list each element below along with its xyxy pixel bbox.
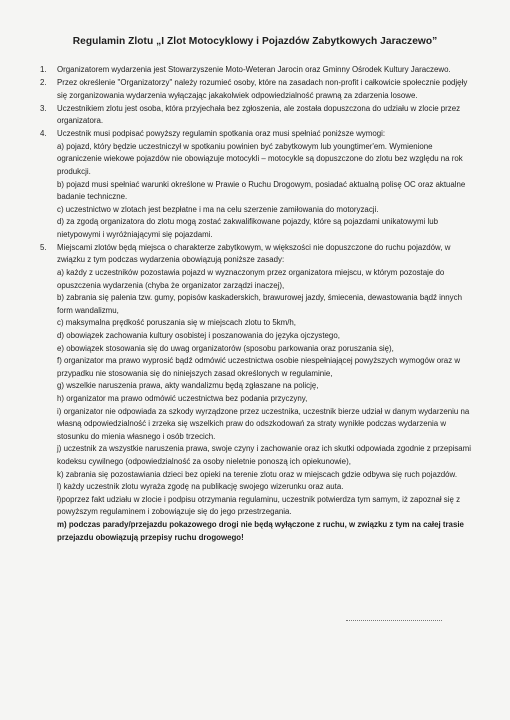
document-title: Regulamin Zlotu „I Zlot Motocyklowy i Pojazdów Zabytkowych Jaraczewo” [72,36,438,47]
sub-item-5c: c) maksymalna prędkość poruszania się w miejscach zlotu to 5km/h, [57,318,297,328]
sub-item-5l-stroke: ł)poprzez fakt udziału w zlocie i podpisu otrzymania regulaminu, uczestnik potwierdza tym samym, iż zapoznał się z powyższym regulaminem i zobowiązuje się do jego przestrzegania. [57,494,461,517]
regulation-item-5 [34,242,476,544]
item-number: 5. [40,242,47,252]
sub-item-4c: c) uczestnictwo w zlotach jest bezpłatne i ma na celu szerzenie zamiłowania do motoryzacji. [57,204,379,214]
item-text: Uczestnik musi podpisać powyższy regulamin spotkania oraz musi spełniać poniższe wymogi: [57,129,386,139]
sub-item-5b: b) zabrania się palenia tzw. gumy, popisów kaskaderskich, brawurowej jazdy, śmiecenia, dewastowania bądź innych form wandalizmu, [57,293,462,315]
sub-item-5h: h) organizator ma prawo odmówić uczestnictwa bez podania przyczyny, [57,394,308,403]
regulation-item-4 [34,128,476,241]
sub-item-5d: d) obowiązek zachowania kultury osobistej i poszanowania do języka ojczystego, [57,331,340,341]
item-number: 3. [40,103,47,113]
regulation-item-3 [34,103,476,128]
sub-item-5i: i) organizator nie odpowiada za szkody wyrządzone przez uczestnika, uczestnik bierze udział w danym wydarzeniu na własną odpowiedzialność i zrzeka się wszelkich praw do odszkodowań za straty wynikłe podczas wydarzenia w stosunku do mienia własnego i osób trzecich. [57,406,470,441]
sub-item-4a: a) pojazd, który będzie uczestniczył w spotkaniu powinien być zabytkowym lub youngtimer'em. Wymienione ograniczenie wiekowe pojazdów nie obowiązuje motocykli – motocykle są dopuszczone do zlotu bez względu na rok produkcji. [57,141,463,176]
item-number: 4. [40,129,47,139]
sub-item-5e: e) obowiązek stosowania się do uwag organizatorów (sposobu parkowania oraz poruszania się), [57,343,394,353]
sub-item-5j: j) uczestnik za wszystkie naruszenia prawa, swoje czyny i zachowanie oraz ich skutki odpowiada zgodnie z przepisami kodeksu cywilnego (odpowiedzialność za osoby nieletnie ponoszą ich opiekunowie), [57,444,472,466]
sub-item-5l: l) każdy uczestnik zlotu wyraża zgodę na publikację swojego wizerunku oraz auta. [57,482,344,492]
regulations-list [34,64,476,544]
item-text: Przez określenie "Organizatorzy" należy rozumieć osoby, które na zasadach non-profit i całkowicie społecznie podjęły się zorganizowania wydarzenia wyłączając jakakolwiek odpowiedzialność prawną za zdarzenia losowe. [57,77,468,100]
item-text: Uczestnikiem zlotu jest osoba, która przyjechała bez zgłoszenia, ale została dopuszczona do udziału w zlocie przez organizatora. [57,103,461,126]
sub-item-5g: g) wszelkie naruszenia prawa, akty wandalizmu będą zgłaszane na policję, [57,381,319,391]
item-number: 2. [40,77,47,87]
sub-item-5m: m) podczas parady/przejazdu pokazowego drogi nie będą wyłączone z ruchu, w związku z tym na całej trasie przejazdu obowiązują przepisy ruchu drogowego! [57,519,464,542]
regulation-item-1 [34,64,476,77]
sub-item-5k: k) zabrania się pozostawiania dzieci bez opieki na terenie zlotu oraz w miejscach gdzie odbywa się ruch pojazdów. [57,469,458,479]
sub-item-5a: a) każdy z uczestników pozostawia pojazd w wyznaczonym przez organizatora miejscu, w którym pozostaje do opuszczenia wydarzenia (chyba że organizator zarządzi inaczej), [57,268,445,290]
sub-item-5f: f) organizator ma prawo wyprosić bądź odmówić uczestnictwa osobie niespełniającej powyższych wymogów oraz w przypadku nie stosowania się do niniejszych zasad określonych w regulaminie, [57,356,461,378]
item-text: Organizatorem wydarzenia jest Stowarzyszenie Moto-Weteran Jarocin oraz Gminny Ośrodek Kultury Jaraczewo. [57,65,451,74]
regulation-item-2 [34,77,476,102]
item-number: 1. [40,65,47,74]
sub-item-4b: b) pojazd musi spełniać warunki określone w Prawie o Ruchu Drogowym, posiadać aktualną polisę OC oraz aktualne badanie techniczne. [57,179,466,202]
signature-line [346,620,442,621]
item-text: Miejscami zlotów będą miejsca o charakterze zabytkowym, w większości nie dopuszczone do ruchu pojazdów, w związku z tym podczas wydarzenia obowiązują poniższe zasady: [57,242,451,265]
sub-item-4d: d) za zgodą organizatora do zlotu mogą zostać zakwalifikowane pojazdy, które są pojazdami unikatowymi lub nietypowymi i wyróżniającymi się pojazdami. [57,217,438,239]
